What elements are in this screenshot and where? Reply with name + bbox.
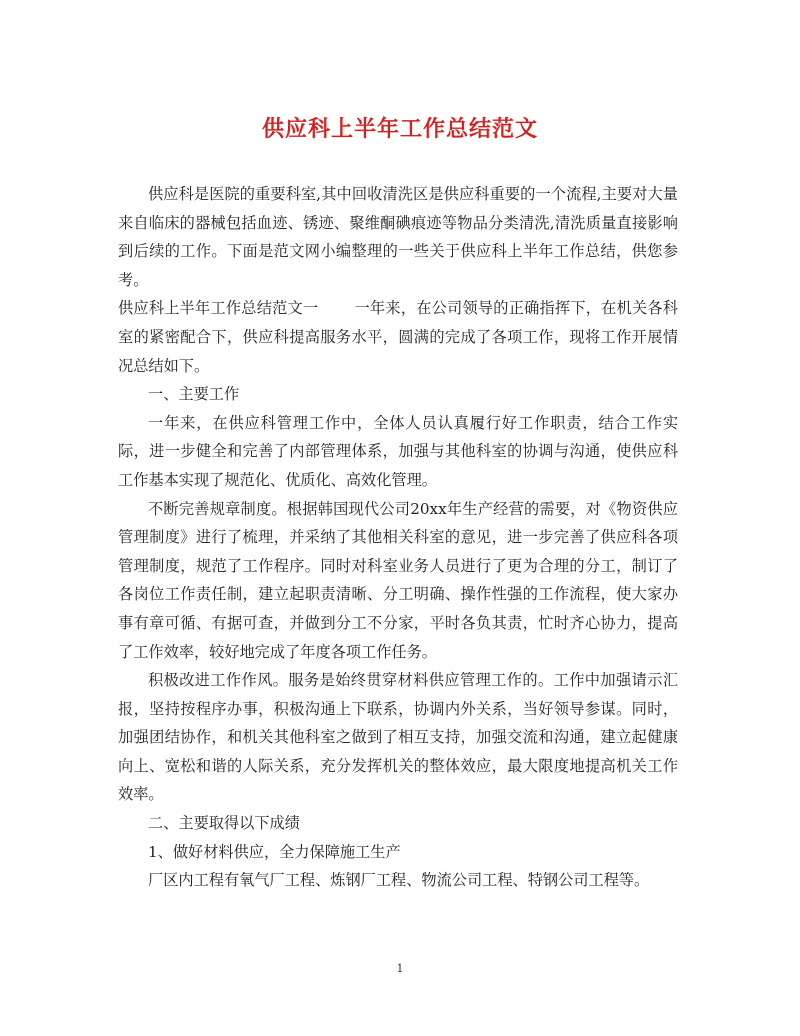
page-number: 1 <box>396 962 404 975</box>
document-body <box>118 180 678 895</box>
heading-achievements: 二、主要取得以下成绩 <box>148 814 300 833</box>
document-title: 供应科上半年工作总结范文 <box>261 117 538 142</box>
section-one-text: 一年来，在公司领导的正确指挥下，在机关各科室的紧密配合下，供应科提高服务水平，圆满的完成了各项工作，现将工作开展情况总结如下。 <box>118 299 679 375</box>
paragraph-main-work: 一年来，在供应科管理工作中，全体人员认真履行好工作职责，结合工作实际，进一步健全和完善了内部管理体系，加强与其他科室的协调与沟通，使供应科工作基本实现了规范化、优质化、高效化管理。 <box>118 413 678 489</box>
section-one-paragraph <box>118 294 678 380</box>
paragraph-regulations: 不断完善规章制度。根据韩国现代公司20xx年生产经营的需要，对《物资供应管理制度》进行了梳理，并采纳了其他相关科室的意见，进一步完善了供应科各项管理制度，规范了工作程序。同时对科室业务人员进行了更为合理的分工，制订了各岗位工作责任制，建立起职责清晰、分工明确、操作性强的工作流程，使大家办事有章可循、有据可查，并做到分工不分家，平时各负其责，忙时齐心协力，提高了工作效率，较好地完成了年度各项工作任务。 <box>118 499 678 661</box>
paragraph-plant-projects: 厂区内工程有氧气厂工程、炼钢厂工程、物流公司工程、特钢公司工程等。 <box>148 871 650 890</box>
paragraph-work-style: 积极改进工作作风。服务是始终贯穿材料供应管理工作的。工作中加强请示汇报，坚持按程序办事，积极沟通上下联系，协调内外关系，当好领导参谋。同时，加强团结协作，和机关其他科室之做到了相互支持，加强交流和沟通，建立起健康向上、宽松和谐的人际关系，充分发挥机关的整体效应，最大限度地提高机关工作效率。 <box>118 671 678 804</box>
intro-paragraph: 供应科是医院的重要科室,其中回收清洗区是供应科重要的一个流程,主要对大量来自临床的器械包括血迹、锈迹、聚维酮碘痕迹等物品分类清洗,清洗质量直接影响到后续的工作。下面是范文网小编整理的一些关于供应科上半年工作总结，供您参考。 <box>118 185 678 289</box>
section-one-label: 供应科上半年工作总结范文一 <box>118 299 319 318</box>
heading-main-work: 一、主要工作 <box>148 385 240 404</box>
heading-material-supply: 1、做好材料供应，全力保障施工生产 <box>148 842 401 861</box>
